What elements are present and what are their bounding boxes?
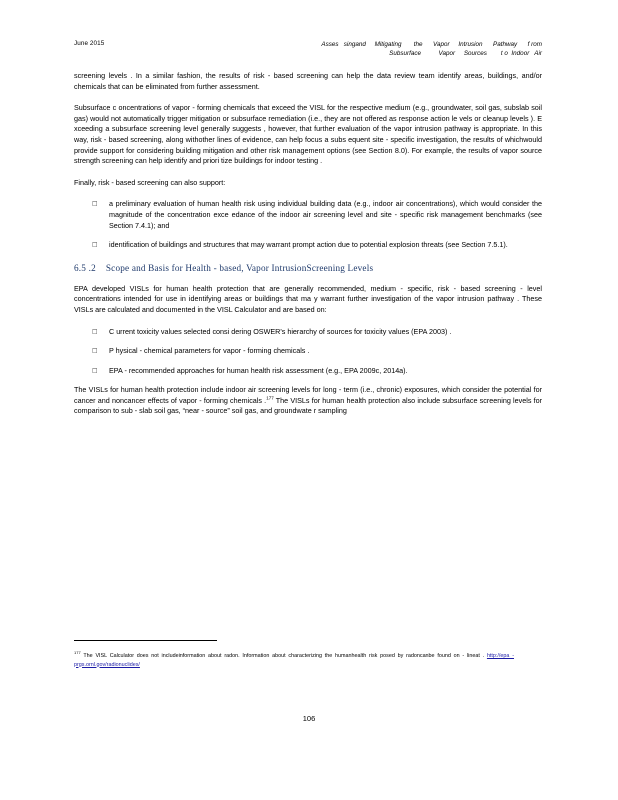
- paragraph-visls: [74, 385, 542, 417]
- section-heading: [74, 263, 542, 273]
- bullet-item: [74, 240, 542, 251]
- section-number: 6.5 .2: [74, 262, 96, 273]
- footnote-text: The VISL Calculator does not includeinformation about radon. Information about characterizing the humanhealth risk posed by radoncanbe found on - lineat .: [83, 653, 485, 659]
- bullet-icon: [92, 199, 97, 210]
- footnote: [74, 652, 514, 669]
- paragraph-visls-text: The VISLs for human health protection include indoor air screening levels for long - term (i.e., chronic) exposures, which consider the potential for cancer and noncancer effects of vapor - forming chemicals .: [74, 385, 542, 405]
- bullet-text: a preliminary evaluation of human health risk using individual building data (e.g., indoor air concentrations), which would consider the magnitude of the concentration exce edance of the indoor air screening level and site - specific risk management benchmarks (see Section 7.4.1); and: [109, 199, 542, 230]
- bullet-text: identification of buildings and structures that may warrant prompt action due to potential explosion threats (see Section 7.5.1).: [109, 240, 508, 250]
- bullet-item: [74, 366, 542, 377]
- paragraph-screening-levels: screening levels . In a similar fashion, the results of risk - based screening can help the data review team identify areas, buildings, and/or chemicals that can be eliminated from further assessment.: [74, 71, 542, 91]
- header-date: June 2015: [74, 40, 105, 47]
- page-number: 106: [302, 714, 316, 723]
- paragraph-epa-developed: EPA developed VISLs for human health protection that are generally recommended, medium - specific, risk - based screening - level concentrations intended for use in identifying areas or buildings that ma y warrant further investigation of the vapor intrusion pathway . These VISLs are calculated and documented in the VISL Calculator and are based on:: [74, 283, 542, 314]
- main-content: [74, 71, 542, 428]
- footnote-reference[interactable]: 177: [266, 395, 274, 401]
- bullet-text: EPA - recommended approaches for human health risk assessment (e.g., EPA 2009c, 2014a).: [109, 365, 408, 375]
- bullet-icon: [92, 346, 97, 357]
- header-title: [321, 40, 542, 58]
- bullet-item: [74, 346, 542, 357]
- bullet-text: C urrent toxicity values selected consi dering OSWER's hierarchy of sources for toxicity values (EPA 2003) .: [109, 326, 452, 336]
- header-title-line2: Subsurface Vapor Sources t o Indoor Air: [389, 50, 542, 57]
- bullet-item: [74, 327, 542, 338]
- bullet-icon: [92, 366, 97, 377]
- header-title-line1: Asses singand Mitigating the Vapor Intrusion Pathway f rom: [321, 41, 542, 48]
- footnote-divider: [74, 640, 217, 641]
- bullet-icon: [92, 240, 97, 251]
- footnote-number: 177: [74, 650, 81, 656]
- paragraph-finally: Finally, risk - based screening can also support:: [74, 177, 226, 187]
- paragraph-subsurface-concentrations: Subsurface c oncentrations of vapor - forming chemicals that exceed the VISL for the respective medium (e.g., groundwater, soil gas, subslab soil gas) would not automatically trigger mitigation or subsurface remediation (i.e., they are not offered as response action le vels or cleanup levels ). E xceeding a subsurface screening level generally suggests , however, that further evaluation of the vapor intrusion pathway is appropriate. In this way, risk - based screening, along withother lines of evidence, can help focus a subs equent site - specific investigation, the results of whichwould provide support for considering building mitigation and other risk management options (see Section 8.0). For example, the results of vapor source strength screening can help identify and priori tize buildings for indoor testing .: [74, 103, 542, 166]
- bullet-text: P hysical - chemical parameters for vapor - forming chemicals .: [109, 346, 310, 356]
- bullet-icon: [92, 327, 97, 338]
- section-title: Scope and Basis for Health - based, Vapor IntrusionScreening Levels: [105, 262, 374, 273]
- paragraph-visls-text-cont: The VISLs for human health protection also include subsurface screening levels for comparison to sub - slab soil gas, “near - source” soil gas, and groundwate r sampling: [74, 395, 542, 416]
- footnote-link[interactable]: http://epa - prgs.ornl.gov/radionuclides/: [74, 653, 514, 668]
- bullet-item: [74, 199, 542, 231]
